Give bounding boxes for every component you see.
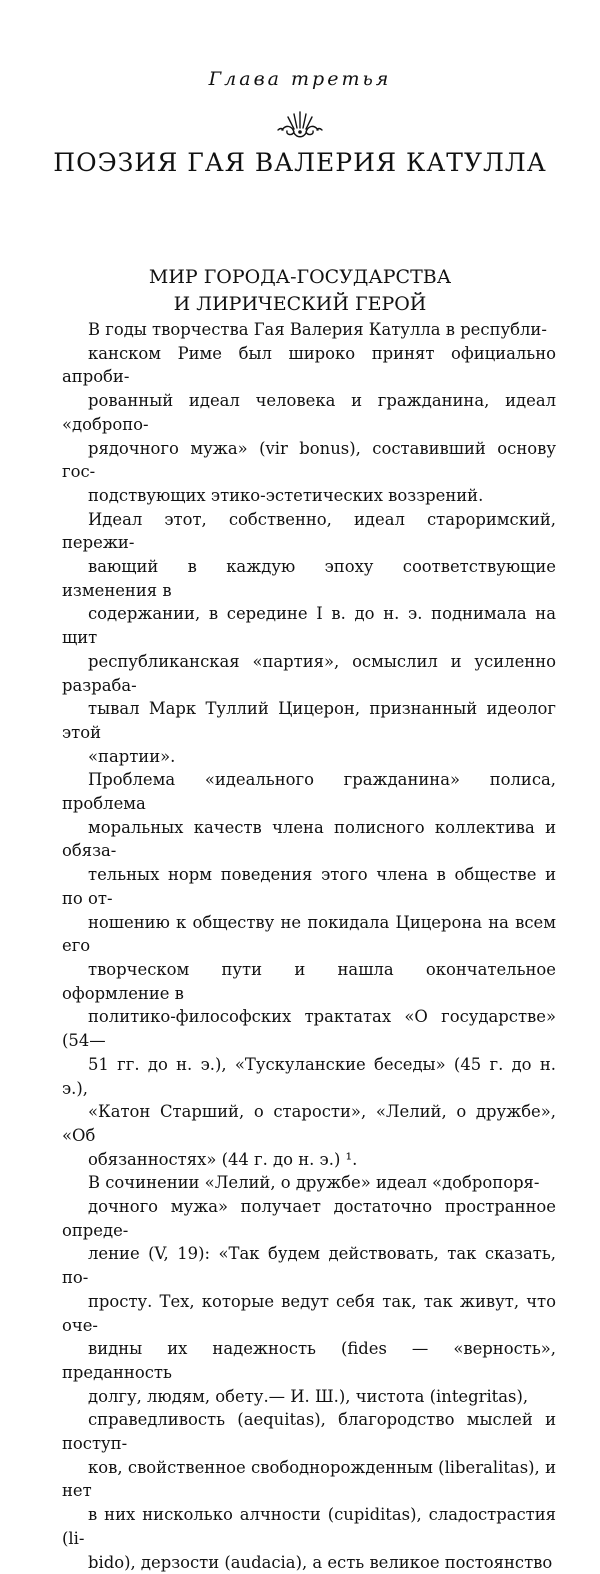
text-line: видны их надежность (fides — «верность», преданность bbox=[62, 1339, 556, 1382]
text-line: Идеал этот, собственно, идеал староримский, пережи- bbox=[62, 509, 556, 553]
text-line: ков, свойственное свободнорожденным (liberalitas), и нет bbox=[62, 1457, 556, 1501]
text-line: моральных качеств члена полисного коллектива и обяза- bbox=[62, 817, 556, 861]
paragraph-2 bbox=[62, 508, 556, 769]
text-line: рованный идеал человека и гражданина, идеал «добропо- bbox=[62, 391, 556, 434]
text-line: ношению к обществу не покидала Цицерона на всем его bbox=[62, 912, 556, 956]
text-line: канском Риме был широко принят официально апроби- bbox=[62, 343, 556, 387]
text-line: ление (V, 19): «Так будем действовать, так сказать, по- bbox=[62, 1244, 556, 1288]
text-line: тывал Марк Туллий Цицерон, признанный идеолог этой bbox=[62, 699, 556, 742]
text-line: рядочного мужа» (vir bonus), составивший основу гос- bbox=[62, 438, 556, 482]
text-line: справедливость (aequitas), благородство мыслей и поступ- bbox=[62, 1410, 556, 1454]
text-line: политико-философских трактатах «О государстве» (54— bbox=[62, 1007, 556, 1051]
body-text bbox=[62, 318, 556, 1574]
text-line: В сочинении «Лелий, о дружбе» идеал «добропоря- bbox=[88, 1173, 540, 1193]
text-line: просту. Тех, которые ведут себя так, так живут, что оче- bbox=[62, 1291, 556, 1335]
section-heading bbox=[0, 264, 600, 318]
fleuron-ornament-icon bbox=[270, 108, 330, 144]
text-line: bido), дерзости (audacia), а есть великое постоянство bbox=[88, 1552, 553, 1572]
paragraph-4 bbox=[62, 1171, 556, 1574]
text-line: творческом пути и нашла окончательное оформление в bbox=[62, 959, 556, 1003]
text-line: «Катон Старший, о старости», «Лелий, о дружбе», «Об bbox=[62, 1102, 556, 1145]
section-heading-line: И ЛИРИЧЕСКИЙ ГЕРОЙ bbox=[173, 293, 427, 315]
text-line: долгу, людям, обету.— И. Ш.), чистота (integritas), bbox=[88, 1386, 529, 1406]
text-line: «партии». bbox=[88, 746, 176, 766]
text-line: В годы творчества Гая Валерия Катулла в республи- bbox=[88, 320, 547, 339]
text-line: Проблема «идеального гражданина» полиса, проблема bbox=[62, 770, 556, 814]
text-line: в них нисколько алчности (cupiditas), сладострастия (li- bbox=[62, 1505, 556, 1548]
text-line: обязанностях» (44 г. до н. э.) ¹. bbox=[88, 1149, 358, 1169]
section-heading-line: МИР ГОРОДА-ГОСУДАРСТВА bbox=[148, 266, 452, 288]
text-line: вающий в каждую эпоху соответствующие изменения в bbox=[62, 557, 556, 600]
text-line: республиканская «партия», осмыслил и усиленно разраба- bbox=[62, 651, 556, 695]
text-line: подствующих этико-эстетических воззрений. bbox=[88, 485, 484, 505]
chapter-label: Глава третья bbox=[208, 68, 392, 90]
paragraph-1 bbox=[62, 318, 556, 508]
text-line: дочного мужа» получает достаточно пространное опреде- bbox=[62, 1197, 556, 1240]
text-line: содержании, в середине I в. до н. э. поднимала на щит bbox=[62, 604, 556, 648]
text-line: тельных норм поведения этого члена в обществе и по от- bbox=[62, 865, 556, 908]
chapter-title: ПОЭЗИЯ ГАЯ ВАЛЕРИЯ КАТУЛЛА bbox=[53, 148, 547, 177]
text-line: 51 гг. до н. э.), «Тускуланские беседы» (45 г. до н. э.), bbox=[62, 1054, 556, 1098]
paragraph-3 bbox=[62, 768, 556, 1171]
